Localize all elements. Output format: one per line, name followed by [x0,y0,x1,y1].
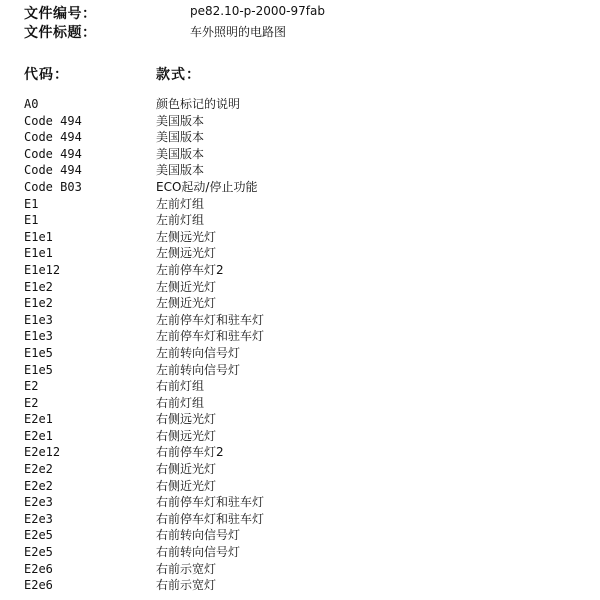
item-code: E2e1 [24,412,53,427]
item-code: Code 494 [24,113,82,128]
item-code: E1e2 [24,296,53,311]
list-item [24,179,584,196]
doc-title-row [24,22,584,40]
item-description: 左前转向信号灯 [156,362,241,377]
list-item [24,113,584,130]
list-item [24,494,584,511]
item-code: E1e12 [24,262,61,277]
item-description: 美国版本 [156,113,205,128]
item-code: E2 [24,395,39,410]
item-code: E2e6 [24,561,53,576]
item-code: A0 [24,97,39,111]
item-description: 右前停车灯和驻车灯 [156,511,265,526]
list-item [24,162,584,179]
list-item [24,245,584,262]
item-code: E1 [24,213,39,228]
list-item [24,577,584,594]
item-code: E1e1 [24,246,53,261]
doc-title-value: 车外照明的电路图 [190,25,287,39]
item-code: E2 [24,379,39,394]
item-code: E2e1 [24,428,53,443]
item-code: E2e5 [24,545,53,560]
list-item [24,295,584,312]
item-description: 右前灯组 [156,395,205,410]
item-code: E1e1 [24,229,53,244]
list-item [24,129,584,146]
doc-number-value: pe82.10-p-2000-97fab [190,4,325,18]
item-description: 右前停车灯2 [156,445,224,460]
item-code: E2e2 [24,462,53,477]
list-item [24,395,584,412]
item-description: ECO起动/停止功能 [156,179,258,194]
list-item [24,411,584,428]
item-code: E2e12 [24,445,61,460]
item-description: 左前停车灯和驻车灯 [156,312,265,327]
item-description: 左前灯组 [156,213,205,228]
doc-title-label: 文件标题： [24,25,97,41]
item-description: 颜色标记的说明 [156,97,241,111]
item-code: Code 494 [24,163,82,178]
item-code: E2e2 [24,478,53,493]
item-code: E2e5 [24,528,53,543]
item-description: 左侧远光灯 [156,246,217,261]
item-code: E1e2 [24,279,53,294]
item-description: 左侧近光灯 [156,296,217,311]
item-description: 右前灯组 [156,379,205,394]
list-item [24,362,584,379]
item-description: 左前转向信号灯 [156,345,241,360]
item-description: 右前转向信号灯 [156,528,241,543]
item-description: 右前示宽灯 [156,578,217,593]
doc-number-label: 文件编号： [24,6,97,22]
list-item [24,212,584,229]
list-item [24,461,584,478]
list-item [24,345,584,362]
list-item [24,312,584,329]
item-description: 右前转向信号灯 [156,545,241,560]
item-description: 左侧近光灯 [156,279,217,294]
item-description: 左前停车灯和驻车灯 [156,329,265,344]
item-code: E1 [24,196,39,211]
list-item [24,146,584,163]
doc-number-row [24,3,584,21]
item-description: 左前灯组 [156,196,205,211]
list-item [24,478,584,495]
item-code: E1e5 [24,345,53,360]
item-description: 右前停车灯和驻车灯 [156,495,265,510]
item-code: Code 494 [24,146,82,161]
list-item [24,196,584,213]
item-description: 右侧近光灯 [156,462,217,477]
item-code: Code B03 [24,179,82,194]
list-item [24,378,584,395]
item-code: E1e5 [24,362,53,377]
item-code: E1e3 [24,312,53,327]
item-code: Code 494 [24,130,82,145]
item-description: 右侧远光灯 [156,428,217,443]
item-code: E2e3 [24,511,53,526]
item-description: 美国版本 [156,163,205,178]
list-item [24,262,584,279]
item-description: 右侧近光灯 [156,478,217,493]
list-item [24,96,584,113]
list-item [24,527,584,544]
code-list [24,96,584,594]
item-code: E2e6 [24,578,53,593]
item-description: 右侧远光灯 [156,412,217,427]
item-description: 美国版本 [156,130,205,145]
item-description: 美国版本 [156,146,205,161]
list-item [24,444,584,461]
list-item [24,229,584,246]
column-header-code: 代码： [24,67,69,83]
item-code: E1e3 [24,329,53,344]
list-item [24,544,584,561]
list-item [24,511,584,528]
column-header-desc: 款式： [156,67,201,83]
list-item [24,328,584,345]
item-description: 左前停车灯2 [156,262,224,277]
item-description: 左侧远光灯 [156,229,217,244]
list-item [24,428,584,445]
list-item [24,561,584,578]
item-code: E2e3 [24,495,53,510]
item-description: 右前示宽灯 [156,561,217,576]
list-item [24,279,584,296]
